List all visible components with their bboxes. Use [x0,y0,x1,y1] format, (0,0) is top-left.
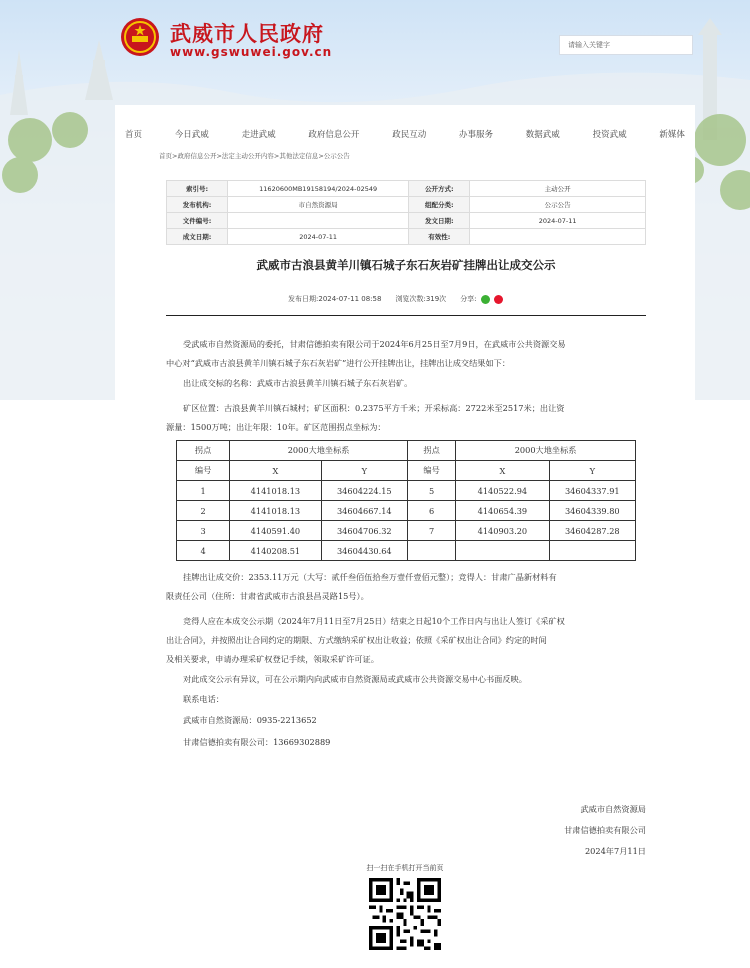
meta-label: 组配分类: [409,197,470,213]
table-row [177,481,636,501]
view-count-value: 319次 [425,295,447,303]
meta-label: 有效性: [409,229,470,245]
table-row [177,541,636,561]
meta-value [470,229,646,245]
table-header: 编号 [407,461,455,481]
nav-gov-info[interactable]: 政府信息公开 [308,130,360,140]
table-cell [407,541,455,561]
nav-new-media[interactable]: 新媒体 [659,130,685,140]
meta-value: 主动公开 [470,181,646,197]
text-line: 源量：1500万吨；出让年限：10年。矿区范围拐点坐标为： [166,422,386,432]
table-header: Y [321,461,407,481]
meta-value: 公示公告 [470,197,646,213]
table-cell: 34604339.80 [549,501,635,521]
paragraph-objection: 对此成交公示有异议，可在公示期内向武威市自然资源局或武威市公共资源交易中心书面反映。 [183,674,527,684]
table-cell: 34604337.91 [549,481,635,501]
qr-code-icon [369,878,441,950]
table-cell: 34604706.32 [321,521,407,541]
table-cell: 1 [177,481,230,501]
nav-today-wuwei[interactable]: 今日武威 [174,130,209,140]
table-cell: 4140208.51 [230,541,321,561]
national-emblem-icon [120,17,160,57]
table-cell: 6 [407,501,455,521]
table-cell [456,541,549,561]
wechat-share-icon[interactable] [481,295,490,304]
metadata-table [166,180,646,245]
title-divider [166,315,646,316]
paragraph-price [166,568,646,606]
meta-label: 索引号: [167,181,228,197]
signature-date: 2024年7月11日 [584,846,646,856]
signature-org-2: 甘肃信德拍卖有限公司 [564,825,646,835]
meta-value: 市自然资源局 [228,197,409,213]
meta-value: 2024-07-11 [470,213,646,229]
text-line: 竞得人应在本成交公示期（2024年7月11日至7月25日）结束之日起10个工作日内与出让人签订《采矿权 [183,616,565,626]
meta-label: 发文日期: [409,213,470,229]
meta-label: 文件编号: [167,213,228,229]
nav-data[interactable]: 数据武威 [525,130,560,140]
text-line: 矿区位置：古浪县黄羊川镇石城村；矿区面积：0.2375平方千米；开采标高：2722米至2517米；出让资 [183,403,565,413]
table-cell: 4141018.13 [230,481,321,501]
meta-value: 2024-07-11 [228,229,409,245]
text-line: 挂牌出让成交价：2353.11万元（大写：贰仟叁佰伍拾叁万壹仟壹佰元整）；竞得人：甘肃广晶新材料有 [183,572,557,582]
table-header: 2000大地坐标系 [230,441,408,461]
meta-label: 公开方式: [409,181,470,197]
table-header: X [456,461,549,481]
table-row [177,521,636,541]
table-cell: 4140522.94 [456,481,549,501]
table-cell: 7 [407,521,455,541]
publish-date-value: 2024-07-11 08:58 [318,295,382,303]
publish-date-label: 发布日期: [288,295,319,303]
nav-about-wuwei[interactable]: 走进武威 [241,130,276,140]
table-header: 编号 [177,461,230,481]
share-label: 分享: [460,295,477,303]
meta-value [228,213,409,229]
table-cell [549,541,635,561]
table-cell: 4141018.13 [230,501,321,521]
table-cell: 2 [177,501,230,521]
text-line: 及相关要求，申请办理采矿权登记手续，领取采矿许可证。 [166,654,379,664]
nav-invest[interactable]: 投资武威 [592,130,627,140]
contact-natural-resources: 武威市自然资源局：0935-2213652 [183,715,317,725]
meta-label: 发布机构: [167,197,228,213]
text-line: 限责任公司（住所：甘肃省武威市古浪县昌灵路15号）。 [166,591,369,601]
paragraph-intro [166,335,646,373]
table-header: X [230,461,321,481]
table-cell: 4 [177,541,230,561]
table-cell: 34604224.15 [321,481,407,501]
view-count-label: 浏览次数: [395,295,426,303]
paragraph-contract [166,612,646,669]
text-line: 出让合同》，并按照出让合同约定的期限、方式缴纳采矿权出让收益；依照《采矿权出让合同》约定的时间 [166,635,547,645]
contact-label: 联系电话： [183,694,224,704]
table-cell: 34604287.28 [549,521,635,541]
text-line: 中心对“武威市古浪县黄羊川镇石城子东石灰岩矿”进行公开挂牌出让，挂牌出让成交结果如下： [166,358,511,368]
paragraph-target: 出让成交标的名称：武威市古浪县黄羊川镇石城子东石灰岩矿。 [183,378,413,388]
table-cell: 34604430.64 [321,541,407,561]
qr-caption: 扫一扫在手机打开当前页 [366,864,444,872]
table-header: Y [549,461,635,481]
contact-auction-company: 甘肃信德拍卖有限公司：13669302889 [183,737,331,747]
table-cell: 34604667.14 [321,501,407,521]
table-row [177,501,636,521]
article-info-line [288,294,503,304]
table-cell: 4140654.39 [456,501,549,521]
table-header: 拐点 [407,441,455,461]
text-line: 受武威市自然资源局的委托，甘肃信德拍卖有限公司于2024年6月25日至7月9日，在武威市公共资源交易 [183,339,566,349]
signature-org-1: 武威市自然资源局 [580,804,646,814]
coordinate-table [176,440,636,561]
paragraph-location [166,399,646,437]
site-domain: www.gswuwei.gov.cn [170,45,333,59]
breadcrumb[interactable]: 首页>政府信息公开>法定主动公开内容>其他法定信息>公示公告 [159,152,350,160]
site-title[interactable]: 武威市人民政府 [170,22,324,46]
table-cell: 3 [177,521,230,541]
main-nav [125,128,685,142]
table-cell: 4140903.20 [456,521,549,541]
meta-value: 11620600MB19158194/2024-02549 [228,181,409,197]
nav-home[interactable]: 首页 [125,130,143,140]
meta-label: 成文日期: [167,229,228,245]
table-cell: 5 [407,481,455,501]
search-input[interactable]: 请输入关键字 [559,35,693,55]
nav-interaction[interactable]: 政民互动 [392,130,427,140]
weibo-share-icon[interactable] [494,295,503,304]
nav-services[interactable]: 办事服务 [458,130,493,140]
article-title: 武威市古浪县黄羊川镇石城子东石灰岩矿挂牌出让成交公示 [256,258,556,272]
table-cell: 4140591.40 [230,521,321,541]
table-header: 2000大地坐标系 [456,441,636,461]
table-header: 拐点 [177,441,230,461]
